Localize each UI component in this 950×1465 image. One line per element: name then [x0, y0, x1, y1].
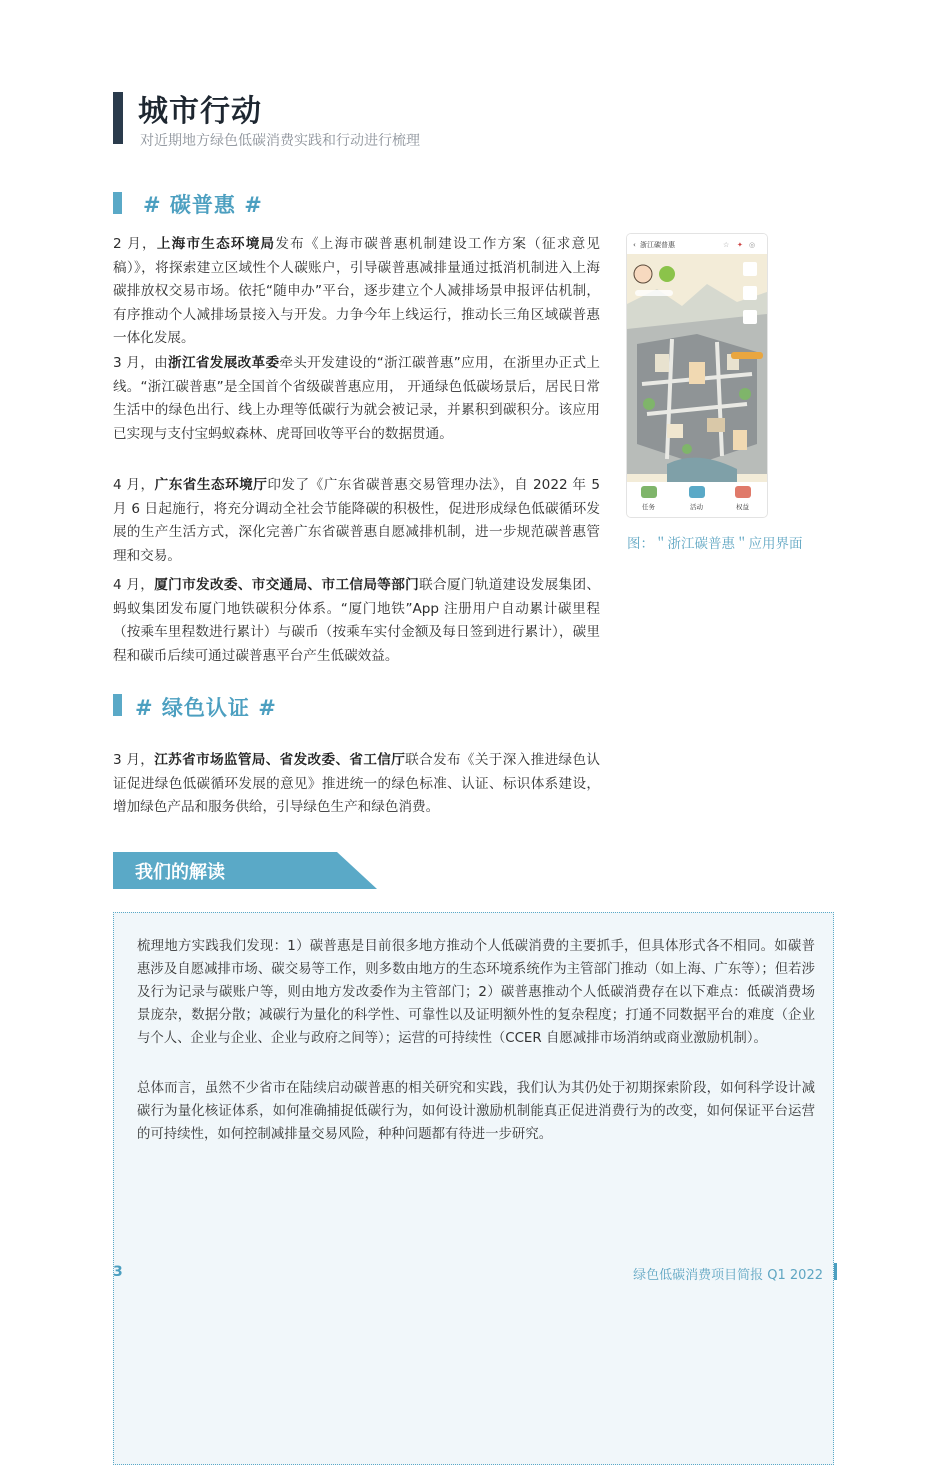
page-number: 3 — [113, 1264, 123, 1280]
org-name: 江苏省市场监管局、省发改委、省工信厅 — [154, 752, 406, 768]
nav-activity: 活动 — [690, 503, 703, 511]
nav-benefits: 权益 — [736, 503, 749, 511]
app-back-icon: ‹ — [633, 241, 636, 249]
paragraph-xiamen: 4 月，厦门市发改委、市交通局、市工信局等部门联合厦门轨道建设发展集团、蚂蚁集团发布厦门地铁碳积分体系。“厦门地铁”App 注册用户自动累计碳里程（按乘车里程数进行累计）与碳币（按乘车实付金额及每日签到进行累计），碳里程和碳币后续可通过碳普惠平台产生低碳效益。 — [113, 577, 600, 664]
nav-tasks: 任务 — [642, 503, 655, 511]
paragraph-guangdong: 4 月，广东省生态环境厅印发了《广东省碳普惠交易管理办法》，自 2022 年 5 月 6 日起施行，将充分调动全社会节能降碳的积极性，促进形成绿色低碳循环发展的生产生活方式，深化完善广东省碳普惠自愿减排机制，进一步规范碳普惠管理和交易。 — [113, 477, 600, 564]
page-subtitle: 对近期地方绿色低碳消费实践和行动进行梳理 — [140, 133, 420, 149]
title-accent-bar — [113, 92, 123, 144]
page-title: 城市行动 — [138, 94, 262, 129]
figure-caption: 图：＂浙江碳普惠＂应用界面 — [627, 536, 803, 552]
section-title-carbon-inclusion: # 碳普惠 # — [143, 193, 263, 217]
app-screenshot-illustration — [627, 234, 767, 517]
section-accent-bar — [113, 192, 122, 214]
paragraph-shanghai: 2 月，上海市生态环境局发布《上海市碳普惠机制建设工作方案（征求意见稿）》，将探索建立区域性个人碳账户，引导碳普惠减排量通过抵消机制进入上海碳排放权交易市场。依托“随申办”平台，逐步建立个人减排场景申报评估机制，有序推动个人减排场景接入与开发。力争今年上线运行，推动长三角区域碳普惠一体化发展。 — [113, 236, 601, 346]
section-accent-bar — [113, 694, 122, 716]
org-name: 上海市生态环境局 — [156, 236, 276, 252]
org-name: 厦门市发改委、市交通局、市工信局等部门 — [154, 577, 420, 593]
org-name: 浙江省发展改革委 — [168, 355, 280, 371]
app-title: 浙江碳普惠 — [640, 241, 675, 249]
reading-paragraph-2: 总体而言，虽然不少省市在陆续启动碳普惠的相关研究和实践，我们认为其仍处于初期探索阶段，如何科学设计减碳行为量化核证体系，如何准确捕捉低碳行为，如何设计激励机制能真正促进消费行为的改变，如何保证平台运营的可持续性，如何控制减排量交易风险，种种问题都有待进一步研究。 — [137, 1081, 815, 1142]
paragraph-jiangsu: 3 月，江苏省市场监管局、省发改委、省工信厅联合发布《关于深入推进绿色认证促进绿色低碳循环发展的意见》推进统一的绿色标准、认证、标识体系建设，增加绿色产品和服务供给，引导绿色生产和绿色消费。 — [113, 752, 600, 815]
pin-icon: ✦ — [737, 241, 743, 249]
section-title-green-certification: # 绿色认证 # — [135, 696, 277, 720]
app-screenshot — [627, 234, 767, 517]
reading-banner-title: 我们的解读 — [135, 862, 225, 883]
star-icon: ☆ — [723, 241, 730, 249]
org-name: 广东省生态环境厅 — [154, 477, 268, 493]
paragraph-zhejiang: 3 月，由浙江省发展改革委牵头开发建设的“浙江碳普惠”应用，在浙里办正式上线。“浙江碳普惠”是全国首个省级碳普惠应用， 开通绿色低碳场景后，居民日常生活中的绿色出行、线上办理等低碳行为就会被记录，并累积到碳积分。该应用已实现与支付宝蚂蚁森林、虎哥回收等平台的数据贯通。 — [113, 355, 600, 442]
footer-accent-bar — [834, 1263, 837, 1280]
reading-paragraph-1: 梳理地方实践我们发现：1）碳普惠是目前很多地方推动个人低碳消费的主要抓手，但具体形式各不相同。如碳普惠涉及自愿减排市场、碳交易等工作，则多数由地方的生态环境系统作为主管部门推动（如上海、广东等）；但若涉及行为记录与碳账户等，则由地方发改委作为主管部门；2）碳普惠推动个人低碳消费存在以下难点：低碳消费场景庞杂，数据分散；减碳行为量化的科学性、可靠性以及证明额外性的复杂程度；打通不同数据平台的难度（企业与个人、企业与企业、企业与政府之间等）；运营的可持续性（CCER 自愿减排市场消纳或商业激励机制）。 — [137, 939, 815, 1046]
footer-text: 绿色低碳消费项目简报 Q1 2022 — [633, 1268, 823, 1283]
more-icon: ◎ — [749, 241, 756, 249]
